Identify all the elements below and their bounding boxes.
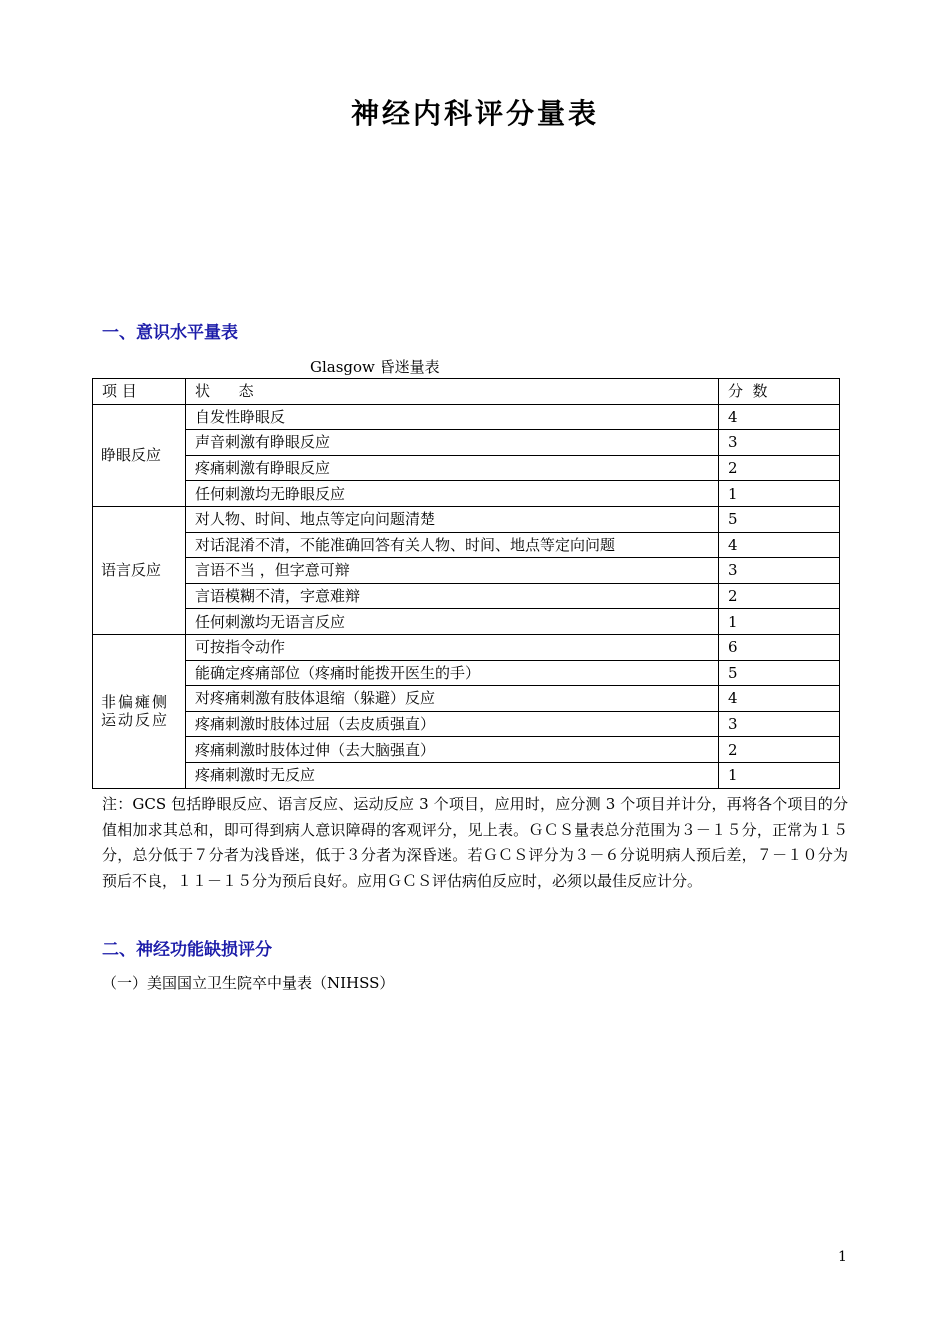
score-cell: 4 bbox=[719, 532, 840, 558]
table-row bbox=[93, 404, 840, 430]
gcs-table bbox=[92, 378, 840, 789]
table-row bbox=[93, 609, 840, 635]
state-cell: 自发性睁眼反 bbox=[186, 404, 719, 430]
score-cell: 2 bbox=[719, 583, 840, 609]
header-item: 项 目 bbox=[93, 379, 186, 405]
table-row bbox=[93, 711, 840, 737]
score-cell: 5 bbox=[719, 660, 840, 686]
section-heading-consciousness: 一、意识水平量表 bbox=[102, 323, 238, 343]
header-score: 分 数 bbox=[719, 379, 840, 405]
table-row bbox=[93, 532, 840, 558]
state-cell: 疼痛刺激有睁眼反应 bbox=[186, 455, 719, 481]
state-cell: 对人物、时间、地点等定向问题清楚 bbox=[186, 506, 719, 532]
score-cell: 1 bbox=[719, 481, 840, 507]
table-row bbox=[93, 686, 840, 712]
score-cell: 3 bbox=[719, 558, 840, 584]
score-cell: 6 bbox=[719, 634, 840, 660]
state-cell: 疼痛刺激时无反应 bbox=[186, 762, 719, 788]
score-cell: 3 bbox=[719, 430, 840, 456]
state-cell: 言语不当 ，但字意可辩 bbox=[186, 558, 719, 584]
section-heading-neuro-deficit: 二、神经功能缺损评分 bbox=[102, 940, 272, 960]
category-cell: 非偏瘫侧运动反应 bbox=[93, 634, 186, 788]
table-row bbox=[93, 558, 840, 584]
category-cell: 语言反应 bbox=[93, 506, 186, 634]
table-row bbox=[93, 455, 840, 481]
state-cell: 任何刺激均无语言反应 bbox=[186, 609, 719, 635]
table-caption: Glasgow 昏迷量表 bbox=[310, 358, 440, 376]
state-cell: 对疼痛刺激有肢体退缩（躲避）反应 bbox=[186, 686, 719, 712]
state-cell: 言语模糊不清，字意难辩 bbox=[186, 583, 719, 609]
score-cell: 2 bbox=[719, 737, 840, 763]
table-row bbox=[93, 737, 840, 763]
state-cell: 声音刺激有睁眼反应 bbox=[186, 430, 719, 456]
table-row bbox=[93, 660, 840, 686]
score-cell: 5 bbox=[719, 506, 840, 532]
state-cell: 任何刺激均无睁眼反应 bbox=[186, 481, 719, 507]
score-cell: 3 bbox=[719, 711, 840, 737]
table-row bbox=[93, 430, 840, 456]
table-header-row bbox=[93, 379, 840, 405]
gcs-note: 注：GCS 包括睁眼反应、语言反应、运动反应 3 个项目，应用时，应分测 3 个项目并计分，再将各个项目的分值相加求其总和，即可得到病人意识障碍的客观评分，见上表。ＧＣＳ量表总分范围为３－１５分，正常为１５分，总分低于７分者为浅昏迷，低于３分者为深昏迷。若ＧＣＳ评分为３－６分说明病人预后差，７－１０分为预后不良，１１－１５分为预后良好。应用ＧＣＳ评估病伯反应时，必须以最佳反应计分。 bbox=[102, 795, 848, 890]
state-cell: 能确定疼痛部位（疼痛时能拨开医生的手） bbox=[186, 660, 719, 686]
page-number: 1 bbox=[838, 1249, 847, 1265]
score-cell: 1 bbox=[719, 762, 840, 788]
header-state: 状 态 bbox=[186, 379, 719, 405]
state-cell: 对话混淆不清，不能准确回答有关人物、时间、地点等定向问题 bbox=[186, 532, 719, 558]
state-cell: 疼痛刺激时肢体过伸（去大脑强直） bbox=[186, 737, 719, 763]
table-row bbox=[93, 583, 840, 609]
category-cell: 睁眼反应 bbox=[93, 404, 186, 506]
score-cell: 1 bbox=[719, 609, 840, 635]
score-cell: 2 bbox=[719, 455, 840, 481]
state-cell: 可按指令动作 bbox=[186, 634, 719, 660]
table-row bbox=[93, 762, 840, 788]
table-row bbox=[93, 634, 840, 660]
score-cell: 4 bbox=[719, 686, 840, 712]
page-title: 神经内科评分量表 bbox=[350, 97, 599, 130]
table-row bbox=[93, 506, 840, 532]
nihss-subheading: （一）美国国立卫生院卒中量表（NIHSS） bbox=[102, 974, 395, 992]
score-cell: 4 bbox=[719, 404, 840, 430]
state-cell: 疼痛刺激时肢体过屈（去皮质强直） bbox=[186, 711, 719, 737]
table-row bbox=[93, 481, 840, 507]
